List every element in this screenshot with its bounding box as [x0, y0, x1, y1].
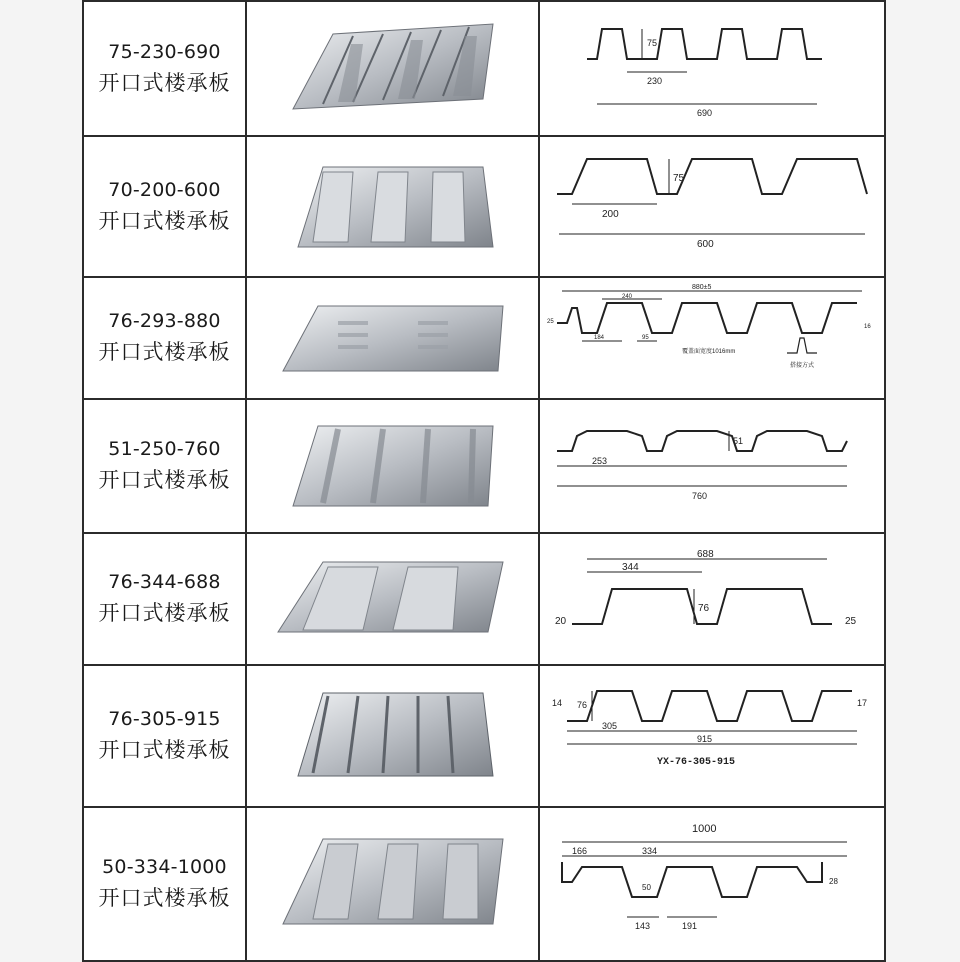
panel-type-label: 开口式楼承板: [98, 886, 231, 910]
panel-type-label: 开口式楼承板: [98, 340, 231, 364]
dim-rib-b: 95: [642, 335, 649, 341]
profile-drawing-cell: [539, 399, 885, 533]
dim-edge: 166: [572, 845, 588, 856]
floor-deck-catalog-table: [82, 0, 886, 962]
model-cell: [83, 665, 246, 807]
profile-drawing-cell: [539, 665, 885, 807]
photo-cell: [246, 399, 539, 533]
table-row: [83, 807, 885, 961]
profile-drawing: [547, 544, 877, 654]
dim-bottom-a: 143: [635, 920, 651, 931]
dim-width: 880±5: [692, 284, 712, 291]
deck-panel-photo: [273, 552, 513, 647]
panel-type-label: 开口式楼承板: [98, 70, 231, 95]
dim-pitch: 240: [622, 294, 633, 300]
dim-width: 600: [697, 239, 714, 250]
photo-cell: [246, 1, 539, 136]
dim-side: 28: [829, 876, 838, 886]
table-row: [83, 1, 885, 136]
table-row: [83, 136, 885, 277]
model-code: 70-200-600: [108, 178, 221, 201]
dim-pitch: 344: [622, 562, 639, 573]
dim-height: 51: [733, 436, 744, 446]
deck-panel-photo: [278, 291, 508, 386]
dim-width: 1000: [692, 822, 717, 835]
dim-height: 76: [698, 603, 710, 614]
dim-height: 76: [577, 700, 588, 710]
dim-width: 915: [697, 734, 713, 744]
dim-side-right: 17: [857, 698, 868, 708]
dim-side-left: 20: [555, 616, 567, 627]
table-row: [83, 665, 885, 807]
model-code: 76-305-915: [108, 708, 221, 730]
dim-width: 760: [692, 491, 708, 501]
profile-drawing: [547, 411, 877, 521]
dim-pitch: 253: [592, 456, 608, 466]
panel-type-label: 开口式楼承板: [98, 601, 231, 625]
dim-side-right: 16: [864, 324, 871, 330]
panel-type-label: 开口式楼承板: [98, 468, 231, 492]
model-cell: [83, 1, 246, 136]
deck-panel-photo: [283, 152, 503, 262]
dim-height: 75: [673, 173, 685, 184]
model-cell: [83, 533, 246, 665]
profile-drawing: [547, 822, 877, 947]
table-row: [83, 277, 885, 399]
table-row: [83, 533, 885, 665]
panel-type-label: 开口式楼承板: [98, 738, 231, 762]
photo-cell: [246, 277, 539, 399]
dim-height: 75: [647, 37, 658, 48]
profile-drawing: [542, 283, 882, 393]
dim-side-left: 25: [547, 319, 554, 325]
dim-rib-a: 184: [594, 335, 605, 341]
photo-cell: [246, 136, 539, 277]
model-code: 76-293-880: [108, 310, 221, 332]
photo-cell: [246, 533, 539, 665]
profile-drawing-cell: [539, 136, 885, 277]
coverage-note: 覆盖面宽度1016mm: [682, 349, 736, 355]
deck-panel-photo: [283, 411, 503, 521]
dim-width: 688: [697, 549, 714, 560]
profile-drawing-cell: [539, 277, 885, 399]
profile-drawing-cell: [539, 533, 885, 665]
dim-pitch: 334: [642, 845, 658, 856]
model-cell: [83, 277, 246, 399]
model-cell: [83, 136, 246, 277]
model-cell: [83, 399, 246, 533]
photo-cell: [246, 665, 539, 807]
dim-pitch: 305: [602, 721, 618, 731]
model-code: 76-344-688: [108, 571, 221, 593]
dim-pitch: 200: [602, 209, 619, 220]
profile-drawing: [547, 149, 877, 264]
profile-drawing-cell: [539, 807, 885, 961]
model-code: 75-230-690: [108, 40, 221, 63]
dim-side-left: 14: [552, 698, 563, 708]
model-code: 51-250-760: [108, 438, 221, 460]
model-code: 50-334-1000: [102, 856, 227, 878]
profile-drawing: [547, 14, 877, 124]
profile-drawing: [547, 676, 877, 796]
panel-type-label: 开口式楼承板: [98, 208, 231, 233]
photo-cell: [246, 807, 539, 961]
dim-side-right: 25: [845, 616, 857, 627]
dim-width: 690: [697, 107, 713, 118]
dim-height: 50: [642, 882, 651, 892]
deck-panel-photo: [278, 829, 508, 939]
dim-pitch: 230: [647, 75, 663, 86]
profile-drawing-cell: [539, 1, 885, 136]
dim-bottom-b: 191: [682, 920, 698, 931]
joint-note: 搭接方式: [790, 363, 815, 369]
profile-caption: YX-76-305-915: [657, 757, 736, 768]
deck-panel-photo: [283, 681, 503, 791]
model-cell: [83, 807, 246, 961]
deck-panel-photo: [283, 14, 503, 124]
table-row: [83, 399, 885, 533]
